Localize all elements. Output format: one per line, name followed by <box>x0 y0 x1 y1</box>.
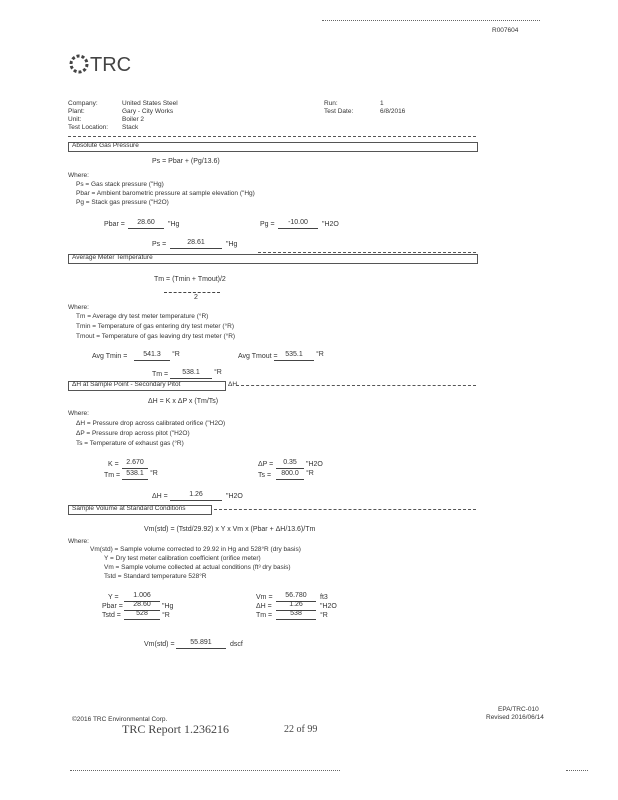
definition: ΔP = Pressure drop across pitot ("H2O) <box>76 430 190 437</box>
meter-temp-formula: Tm = (Tmin + Tmout)/2 <box>154 276 226 283</box>
footer-revised: Revised 2016/06/14 <box>486 714 544 721</box>
section-header-delta-h: ΔH at Sample Point - Secondary Pitot <box>68 381 226 391</box>
k-label: K = <box>108 461 119 468</box>
test-date-value: 6/8/2016 <box>380 108 406 115</box>
tm-unit: °R <box>150 470 158 477</box>
document-id: R007604 <box>492 27 519 34</box>
tm-label: Tm = <box>152 371 169 378</box>
definition: Vm = Sample volume collected at actual conditions (ft³ dry basis) <box>104 564 291 571</box>
where-label: Where: <box>68 172 89 179</box>
section-header-meter-temperature: Average Meter Temperature <box>68 254 478 264</box>
vmstd-value: 55.891 <box>176 638 226 649</box>
definition: Pg = Stack gas pressure ("H2O) <box>76 199 169 206</box>
run-value: 1 <box>380 100 384 107</box>
pbar-unit: "Hg <box>162 603 174 610</box>
footer-dots <box>70 770 340 771</box>
plant-label: Plant: <box>68 108 85 115</box>
pg-value: -10.00 <box>278 218 318 229</box>
definition: ΔH = Pressure drop across calibrated orifice ("H2O) <box>76 420 226 427</box>
tstd-value: 528 <box>124 609 160 620</box>
delta-h-formula: ΔH = K x ΔP x (Tm/Ts) <box>148 398 219 405</box>
tm-value: 538 <box>276 609 316 620</box>
dp-unit: "H2O <box>306 461 323 468</box>
definition: Ts = Temperature of exhaust gas (°R) <box>76 440 184 447</box>
where-label: Where: <box>68 304 89 311</box>
pg-label: Pg = <box>260 221 275 228</box>
tm-label: Tm = <box>256 612 273 619</box>
footer-ref: EPA/TRC-010 <box>498 706 539 713</box>
tstd-label: Tstd = <box>102 612 121 619</box>
sample-volume-formula: Vm(std) = (Tstd/29.92) x Y x Vm x (Pbar + ΔH/13.6)/Tm <box>144 526 316 533</box>
pbar-value: 28.60 <box>124 600 160 611</box>
section-header-sample-volume: Sample Volume at Standard Conditions <box>68 505 212 515</box>
test-location-value: Stack <box>122 124 139 131</box>
dh-value: 1.26 <box>170 490 222 501</box>
dh-value: 1.26 <box>276 600 316 611</box>
definition: Tm = Average dry test meter temperature (°R) <box>76 313 209 320</box>
pbar-unit: "Hg <box>168 221 180 228</box>
y-label: Y = <box>108 594 119 601</box>
dh-unit: "H2O <box>226 493 243 500</box>
definition: Tmin = Temperature of gas entering dry test meter (°R) <box>76 323 234 330</box>
run-label: Run: <box>324 100 338 107</box>
dh-label: ΔH = <box>256 603 272 610</box>
divider <box>214 509 476 510</box>
delta-h-side-label: ΔH <box>228 381 238 388</box>
pressure-formula: Ps = Pbar + (Pg/13.6) <box>152 158 220 165</box>
dp-value: 0.35 <box>276 458 304 469</box>
k-value: 2.670 <box>122 458 148 469</box>
tmin-value: 541.3 <box>134 350 170 361</box>
pbar-label: Pbar = <box>104 221 125 228</box>
header-dots <box>322 20 540 21</box>
tmin-unit: °R <box>172 351 180 358</box>
ps-unit: "Hg <box>226 241 238 248</box>
pg-unit: "H2O <box>322 221 339 228</box>
footer-page: 22 of 99 <box>284 724 318 735</box>
unit-value: Boiler 2 <box>122 116 145 123</box>
definition: Ps = Gas stack pressure ("Hg) <box>76 181 164 188</box>
pbar-value: 28.60 <box>128 218 164 229</box>
divider <box>236 385 476 386</box>
definition: Tmout = Temperature of gas leaving dry test meter (°R) <box>76 333 236 340</box>
ps-value: 28.61 <box>170 238 222 249</box>
vm-label: Vm = <box>256 594 273 601</box>
tm-label: Tm = <box>104 472 121 479</box>
tm-unit: °R <box>214 369 222 376</box>
footer-dots <box>566 770 588 771</box>
plant-value: Gary - City Works <box>122 108 174 115</box>
company-value: United States Steel <box>122 100 178 107</box>
vm-unit: ft3 <box>320 594 328 601</box>
ts-label: Ts = <box>258 472 272 479</box>
company-label: Company: <box>68 100 98 107</box>
definition: Tstd = Standard temperature 528°R <box>104 573 207 580</box>
footer-report: TRC Report 1.236216 <box>122 722 229 736</box>
dh-unit: "H2O <box>320 603 337 610</box>
ts-value: 800.0 <box>276 469 304 480</box>
tstd-unit: °R <box>162 612 170 619</box>
where-label: Where: <box>68 538 89 545</box>
footer-copyright: ©2016 TRC Environmental Corp. <box>72 716 168 723</box>
section-header-gas-pressure: Absolute Gas Pressure <box>68 142 478 152</box>
vmstd-unit: dscf <box>230 641 243 648</box>
pbar-label: Pbar = <box>102 603 123 610</box>
trc-logo <box>68 52 152 76</box>
definition: Pbar = Ambient barometric pressure at sample elevation ("Hg) <box>76 190 255 197</box>
ps-label: Ps = <box>152 241 167 248</box>
y-value: 1.006 <box>124 591 160 602</box>
trc-logo-mark <box>68 52 152 76</box>
unit-label: Unit: <box>68 116 82 123</box>
definition: Y = Dry test meter calibration coefficient (orifice meter) <box>104 555 261 562</box>
fraction-bar <box>164 292 220 293</box>
divider <box>258 252 476 253</box>
divider <box>68 136 476 137</box>
tm-value: 538.1 <box>122 469 148 480</box>
dp-label: ΔP = <box>258 461 274 468</box>
test-location-label: Test Location: <box>68 124 109 131</box>
svg-text:TRC: TRC <box>90 54 132 76</box>
test-date-label: Test Date: <box>324 108 354 115</box>
vm-value: 56.780 <box>276 591 316 602</box>
tmout-unit: °R <box>316 351 324 358</box>
meter-temp-denominator: 2 <box>194 294 198 301</box>
ts-unit: °R <box>306 470 314 477</box>
dh-label: ΔH = <box>152 493 168 500</box>
tm-unit: °R <box>320 612 328 619</box>
tmout-value: 535.1 <box>274 350 314 361</box>
tmin-label: Avg Tmin = <box>92 353 128 360</box>
tmout-label: Avg Tmout = <box>238 353 278 360</box>
vmstd-label: Vm(std) = <box>144 641 175 648</box>
definition: Vm(std) = Sample volume corrected to 29.92 in Hg and 528°R (dry basis) <box>90 546 301 553</box>
where-label: Where: <box>68 410 89 417</box>
tm-value: 538.1 <box>170 368 212 379</box>
